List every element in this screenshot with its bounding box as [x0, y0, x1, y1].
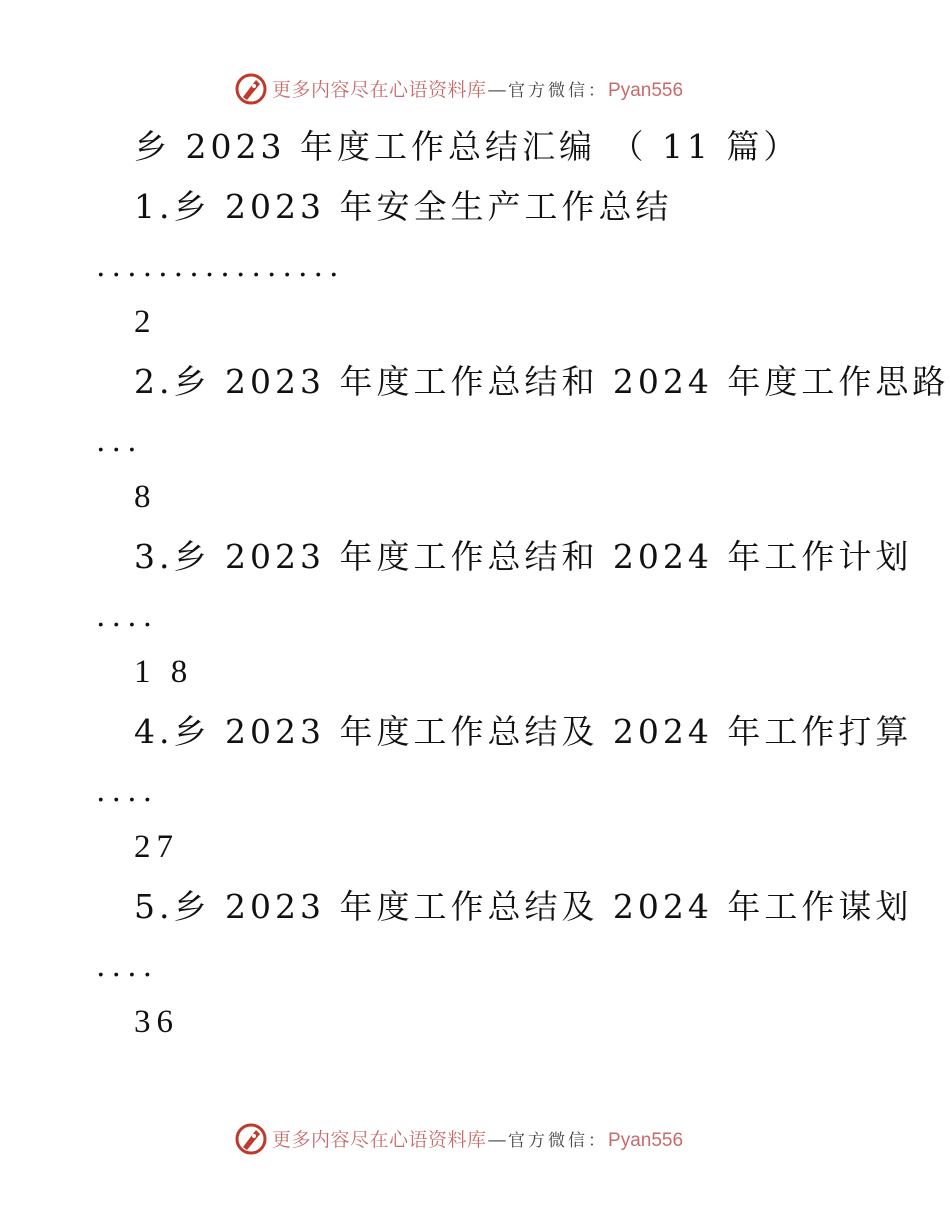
watermark-text: 更多内容尽在心语资料库—官方微信：Pyan556: [272, 1129, 684, 1151]
toc-page-2: 8: [134, 479, 157, 515]
watermark-banner-top: [0, 70, 950, 110]
pen-nib-icon: [234, 1122, 268, 1156]
toc-entry-1: 1.乡 2023 年安全生产工作总结: [134, 187, 673, 226]
watermark-text: 更多内容尽在心语资料库—官方微信：Pyan556: [272, 79, 684, 101]
toc-page-3: 1 8: [134, 654, 194, 690]
pen-nib-icon: [234, 72, 268, 106]
toc-leader-4: ....: [96, 774, 159, 809]
document-title: 乡 2023 年度工作总结汇编 （ 11 篇）: [134, 127, 801, 166]
toc-page-1: 2: [134, 304, 157, 340]
toc-entry-2: 2.乡 2023 年度工作总结和 2024 年度工作思路: [134, 362, 950, 401]
toc-entry-3: 3.乡 2023 年度工作总结和 2024 年工作计划: [134, 537, 913, 576]
toc-entry-5: 5.乡 2023 年度工作总结及 2024 年工作谋划: [134, 887, 913, 926]
toc-entry-4: 4.乡 2023 年度工作总结及 2024 年工作打算: [134, 712, 913, 751]
toc-page-5: 36: [134, 1004, 179, 1040]
toc-leader-2: ...: [96, 424, 143, 459]
toc-leader-5: ....: [96, 949, 159, 984]
toc-page-4: 27: [134, 829, 179, 865]
toc-leader-3: ....: [96, 599, 159, 634]
toc-leader-1: ................: [96, 249, 345, 284]
watermark-banner-bottom: [0, 1120, 950, 1160]
